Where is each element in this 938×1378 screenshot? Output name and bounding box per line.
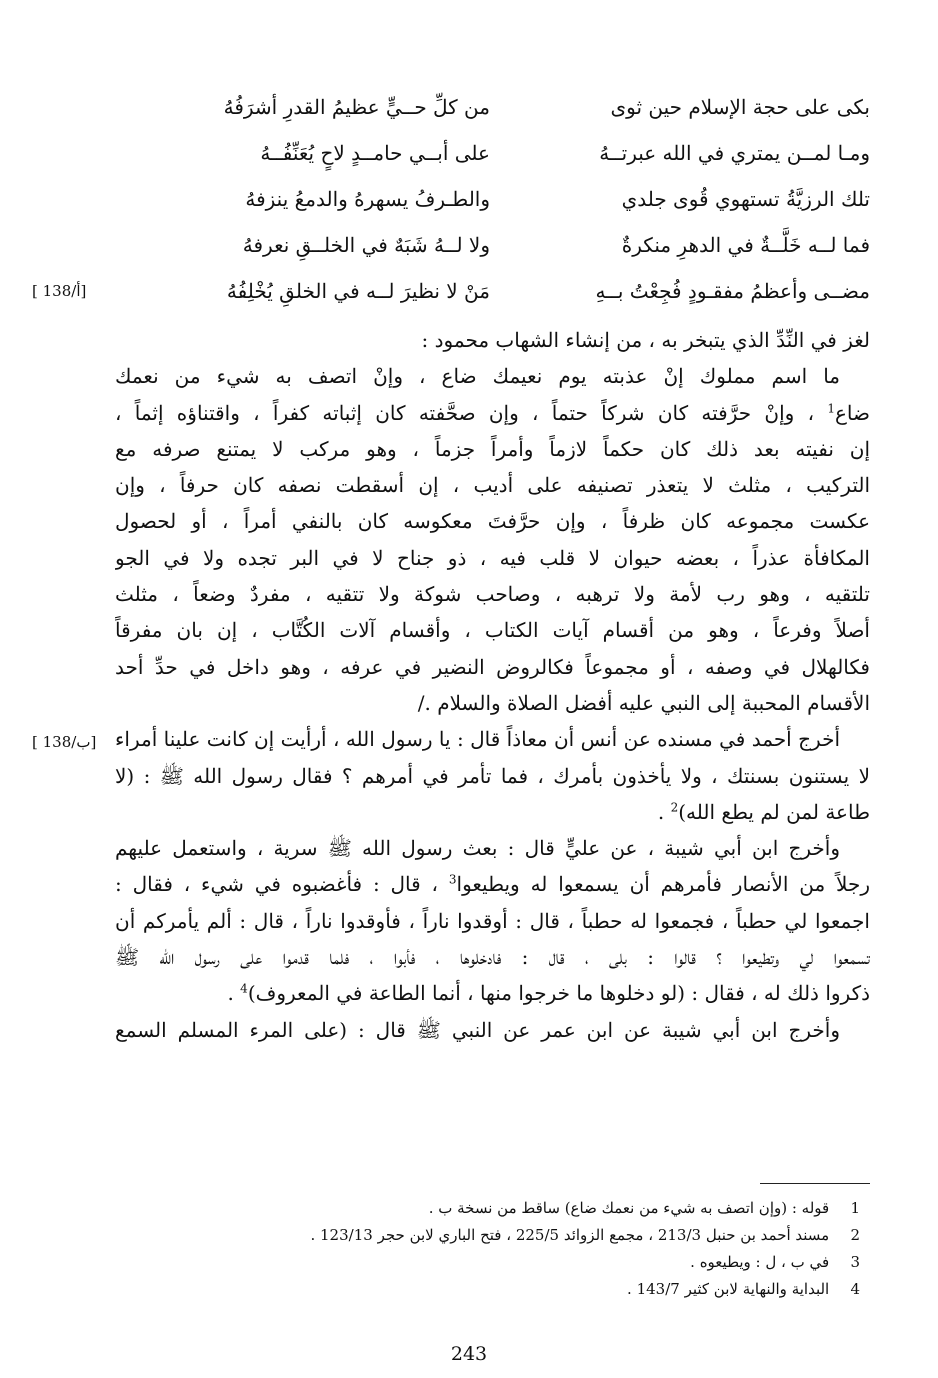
text-line: اجمعوا لي حطباً ، فجمعوا له حطباً ، قال : أوقدوا ناراً ، فأوقدوا ناراً ، قال : ألم يأمركم أن	[115, 908, 870, 933]
footnotes	[180, 1195, 860, 1303]
footnote	[180, 1195, 860, 1222]
footnote-number: 1	[850, 1199, 860, 1217]
text-line: تلتقيه ، وهو رب لأمة ولا ترهبه ، وصاحب شوكة ولا تتقيه ، مفردٌ وضعاً ، مثلث	[115, 582, 870, 607]
verse-first-hemistich: مضــى وأعظمُ مفقـودٍ فُجِعْتُ بــهِ	[595, 279, 870, 303]
footnote-number: 3	[850, 1253, 860, 1271]
footnote-mark: 4	[240, 981, 248, 996]
text-line: عكست مجموعه كان ظرفاً ، وإن حرَّفتَ معكوسه كان بالنفي أمراً ، أو لحصول	[115, 509, 870, 534]
verse-first-hemistich: فما لــه خَلَّــةٌ في الدهرِ منكرةٌ	[621, 233, 870, 257]
footnote-separator	[760, 1183, 870, 1184]
verse	[180, 84, 870, 130]
verse-second-hemistich: مَنْ لا نظيرَ لــه في الخلقِ يُخْلِفُهُ	[226, 279, 490, 303]
footnote-text: في ب ، ل : ويطيعوه .	[690, 1253, 830, 1271]
verse	[180, 268, 870, 314]
verse-second-hemistich: والطـرفُ يسهرهُ والدمعُ ينزفهُ	[245, 187, 490, 211]
verse-first-hemistich: تلك الرزيَّةُ تستهوي قُوى جلدي	[621, 187, 870, 211]
verse-first-hemistich: ومـا لمــن يمتري في الله عبرتــهُ	[599, 141, 870, 165]
footnote	[180, 1276, 860, 1303]
verse	[180, 222, 870, 268]
verse-second-hemistich: على أبــي حامــدٍ لاحٍ يُعَنِّفُــهُ	[260, 141, 490, 165]
text-line: لغز في النِّدِّ الذي يتبخر به ، من إنشاء الشهاب محمود :	[421, 328, 870, 352]
verse	[180, 130, 870, 176]
text-line: أصلاً وفرعاً ، وهو من أقسام آيات الكتاب ، وأقسام آلات الكُتَّاب ، إن بان مفرقاً	[115, 618, 870, 643]
text-line: إن نفيته بعد ذلك كان حكماً لازماً وأمراً جزماً ، وهو مركب لا يمتنع صرفه مع	[115, 436, 870, 461]
verse	[180, 176, 870, 222]
manuscript-folio-marker: [ 138/أ]	[32, 282, 87, 300]
text-line: أخرج أحمد في مسنده عن أنس أن معاذاً قال : يا رسول الله ، أرأيت إن كانت علينا أمراء	[115, 727, 840, 752]
text-line: الأقسام المحببة إلى النبي عليه أفضل الصلاة والسلام ./	[417, 690, 870, 715]
footnote	[180, 1222, 860, 1249]
text-line: لا يستنون بسنتك ، ولا يأخذون بأمرك ، فما تأمر في أمرهم ؟ فقال رسول الله ﷺ : (لا	[115, 763, 870, 788]
verse-second-hemistich: ولا لــهُ شَبَهٌ في الخلــقِ نعرفهُ	[242, 233, 490, 257]
footnote-text: مسند أحمد بن حنبل 213/3 ، مجمع الزوائد 225/5 ، فتح الباري لابن حجر 123/13 .	[310, 1226, 830, 1244]
poem	[180, 84, 870, 314]
footnote-number: 4	[850, 1280, 860, 1298]
verse-first-hemistich: بكى على حجة الإسلام حين ثوى	[610, 95, 870, 119]
body-text	[115, 322, 870, 1048]
footnote-number: 2	[850, 1226, 860, 1244]
manuscript-folio-marker: [ 138/ب]	[32, 733, 97, 751]
text-line: وأخرج ابن أبي شيبة عن ابن عمر عن النبي ﷺ قال : (على المرء المسلم السمع	[115, 1017, 840, 1042]
text-line: ذكروا ذلك له ، فقال : (لو دخلوها ما خرجوا منها ، أنما الطاعة في المعروف)$^4$ .	[227, 981, 870, 1006]
footnote-text: البداية والنهاية لابن كثير 143/7 .	[627, 1280, 830, 1298]
footnote	[180, 1249, 860, 1276]
footnote-text: قوله : (وإن اتصف به شيء من نعمك ضاع) ساقط من نسخة ب .	[428, 1199, 830, 1217]
footnote-mark: 3	[448, 872, 457, 887]
footnote-mark: 2	[670, 800, 679, 815]
text-line: طاعة لمن لم يطع الله)$^2$ .	[657, 799, 870, 824]
text-line: ما اسم مملوك إنْ عذبته يوم نعيمك ضاع ، وإنْ اتصف به شيء من نعمك	[115, 364, 840, 389]
footnote-mark: 1	[827, 400, 835, 415]
text-line: فكالهلال في وصفه ، أو مجموعاً فكالروض النضير في عرفه ، وهو داخل في حدِّ أحد	[115, 654, 870, 679]
text-line: تسمعوا لي وتطيعوا ؟ قالوا : بلى ، قال : فادخلوها ، فأبوا ، فلما قدموا على رسول الله ﷺ	[115, 945, 870, 970]
text-line: التركيب ، مثلث لا يتعذر تصنيفه على أديب ، إن أسقطت نصفه كان حرفاً ، وإن	[115, 473, 870, 498]
text-line: وأخرج ابن أبي شيبة ، عن عليٍّ قال : بعث رسول الله ﷺ سرية ، واستعمل عليهم	[115, 836, 840, 861]
text-line: المكافأة عذراً ، بعضه حيوان لا قلب فيه ، ذو جناح لا في البر تجده ولا في الجو	[115, 545, 870, 570]
verse-second-hemistich: من كلِّ حــيٍّ عظيمُ القدرِ أشرَفُهُ	[223, 95, 490, 119]
page-number: 243	[450, 1343, 488, 1365]
text-line: رجلاً من الأنصار فأمرهم أن يسمعوا له ويطيعوا$^3$ ، قال : فأغضبوه في شيء ، فقال :	[115, 872, 870, 897]
text-line: ضاع$^1$ ، وإنْ حرَّفته كان شركاً حتماً ، وإن صحَّفته كان إثباته كفراً ، واقتناؤه إثماً ،	[115, 400, 870, 425]
